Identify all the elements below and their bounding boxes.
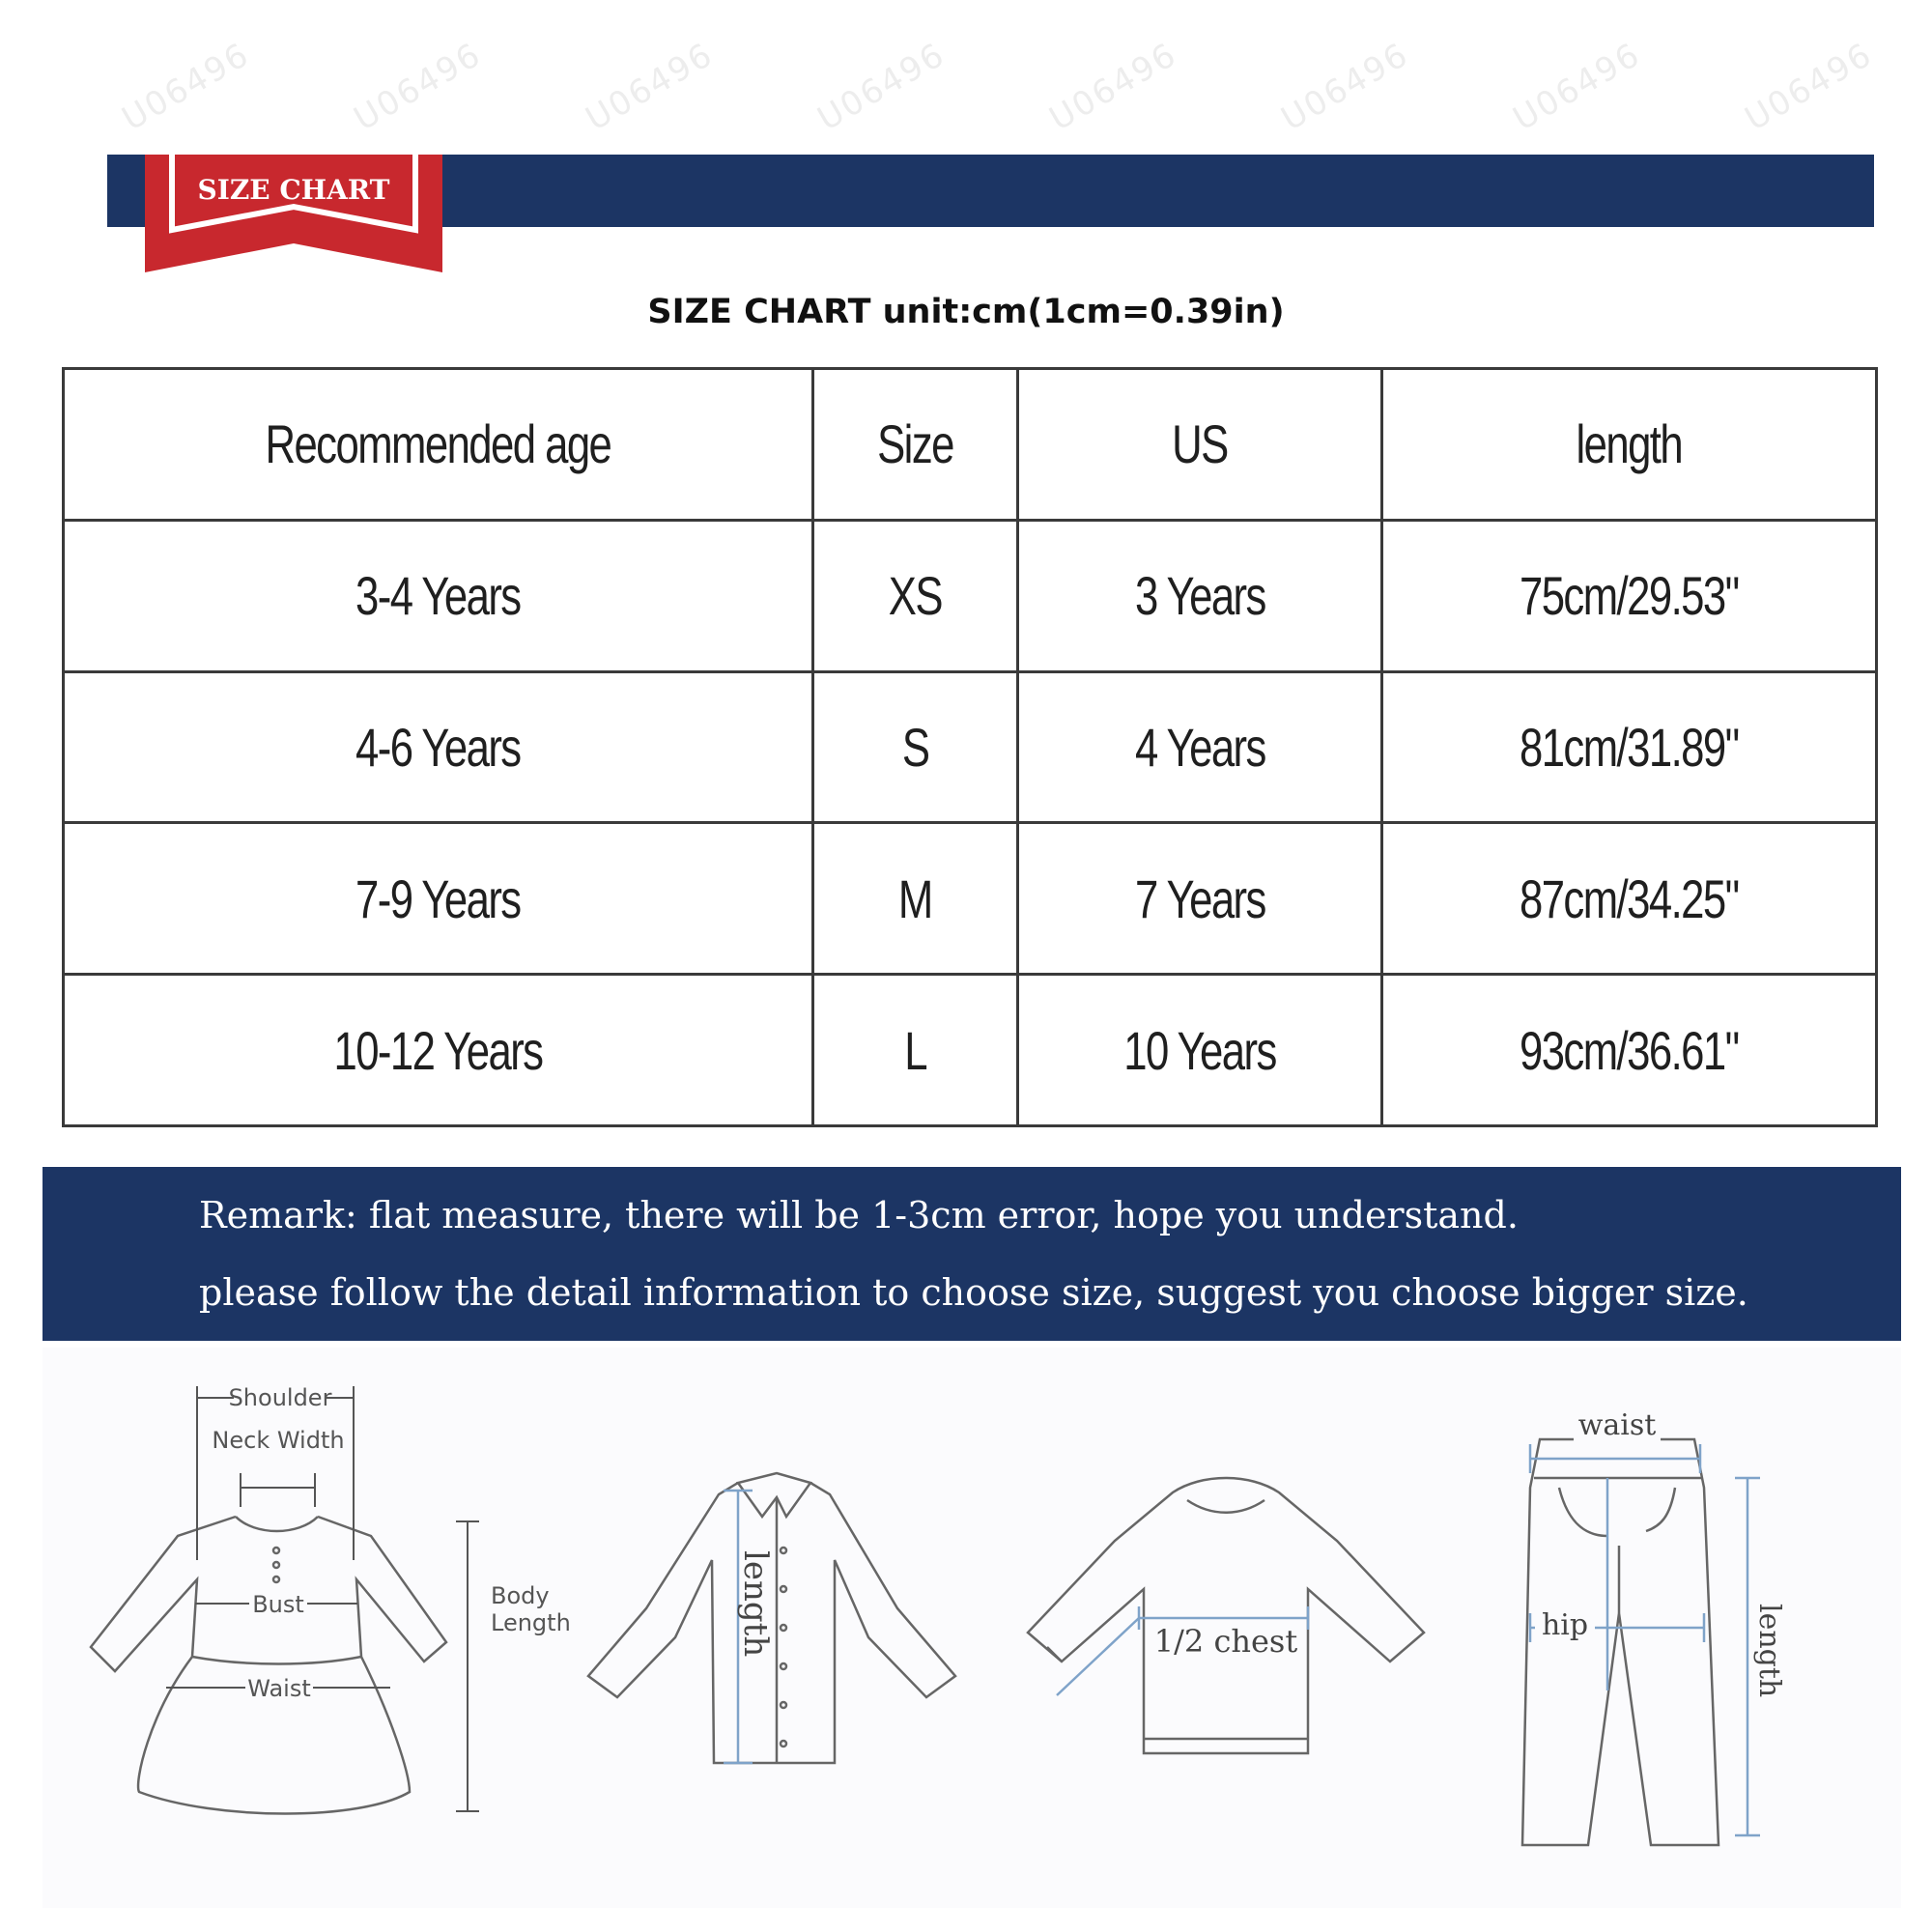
- table-cell: M: [813, 823, 1018, 975]
- table-cell: 93cm/36.61": [1382, 975, 1877, 1126]
- table-row: [64, 520, 1877, 671]
- shirt-length-label: length: [736, 1550, 775, 1658]
- header-recommended-age: Recommended age: [64, 369, 813, 521]
- watermark: U06496: [1042, 35, 1184, 139]
- table-cell: L: [813, 975, 1018, 1126]
- watermark: U06496: [810, 35, 952, 139]
- sweater-icon: [1018, 1463, 1434, 1869]
- chest-label: 1/2 chest: [1153, 1623, 1298, 1660]
- table-cell: 3-4 Years: [64, 520, 813, 671]
- waist-label: Waist: [247, 1675, 311, 1702]
- shirt-icon: [579, 1444, 984, 1889]
- shoulder-label: Shoulder: [228, 1384, 332, 1411]
- remark-line-1: Remark: flat measure, there will be 1-3cm error, hope you understand.: [199, 1194, 1519, 1236]
- table-row: [64, 671, 1877, 823]
- pants-diagram: [1501, 1391, 1868, 1874]
- pants-waist-label: waist: [1577, 1408, 1657, 1442]
- ribbon-label: SIZE CHART: [197, 173, 390, 206]
- header-us: US: [1018, 369, 1382, 521]
- table-cell: 10-12 Years: [64, 975, 813, 1126]
- watermark: U06496: [115, 35, 257, 139]
- hip-label: hip: [1541, 1608, 1589, 1642]
- header-size: Size: [813, 369, 1018, 521]
- table-cell: 75cm/29.53": [1382, 520, 1877, 671]
- watermark: U06496: [579, 35, 721, 139]
- shirt-diagram: [579, 1444, 984, 1889]
- body-length-label: Length: [491, 1609, 571, 1636]
- body-length-label: Body: [491, 1582, 550, 1609]
- table-cell: 87cm/34.25": [1382, 823, 1877, 975]
- table-cell: 7 Years: [1018, 823, 1382, 975]
- pants-length-label: length: [1752, 1604, 1786, 1698]
- remark-line-2: please follow the detail information to choose size, suggest you choose bigger size.: [199, 1271, 1748, 1314]
- table-cell: 81cm/31.89": [1382, 671, 1877, 823]
- dress-diagram: [62, 1367, 571, 1889]
- table-row: [64, 975, 1877, 1126]
- bust-label: Bust: [252, 1591, 304, 1618]
- header-length: length: [1382, 369, 1877, 521]
- table-header-row: [64, 369, 1877, 521]
- remark-band: [43, 1167, 1901, 1341]
- pants-icon: [1501, 1391, 1868, 1874]
- table-cell: 7-9 Years: [64, 823, 813, 975]
- size-table: [62, 367, 1878, 1127]
- sweater-diagram: [1018, 1463, 1434, 1869]
- chart-subtitle: SIZE CHART unit:cm(1cm=0.39in): [647, 293, 1285, 331]
- watermark: U06496: [1506, 35, 1648, 139]
- watermark: U06496: [1738, 35, 1880, 139]
- watermark: U06496: [1274, 35, 1416, 139]
- table-cell: 4 Years: [1018, 671, 1382, 823]
- dress-icon: [62, 1367, 571, 1889]
- table-cell: S: [813, 671, 1018, 823]
- table-row: [64, 823, 1877, 975]
- table-cell: XS: [813, 520, 1018, 671]
- table-cell: 3 Years: [1018, 520, 1382, 671]
- measurement-diagrams: [43, 1348, 1901, 1908]
- table-cell: 4-6 Years: [64, 671, 813, 823]
- neck-width-label: Neck Width: [212, 1427, 345, 1454]
- watermark: U06496: [347, 35, 489, 139]
- table-cell: 10 Years: [1018, 975, 1382, 1126]
